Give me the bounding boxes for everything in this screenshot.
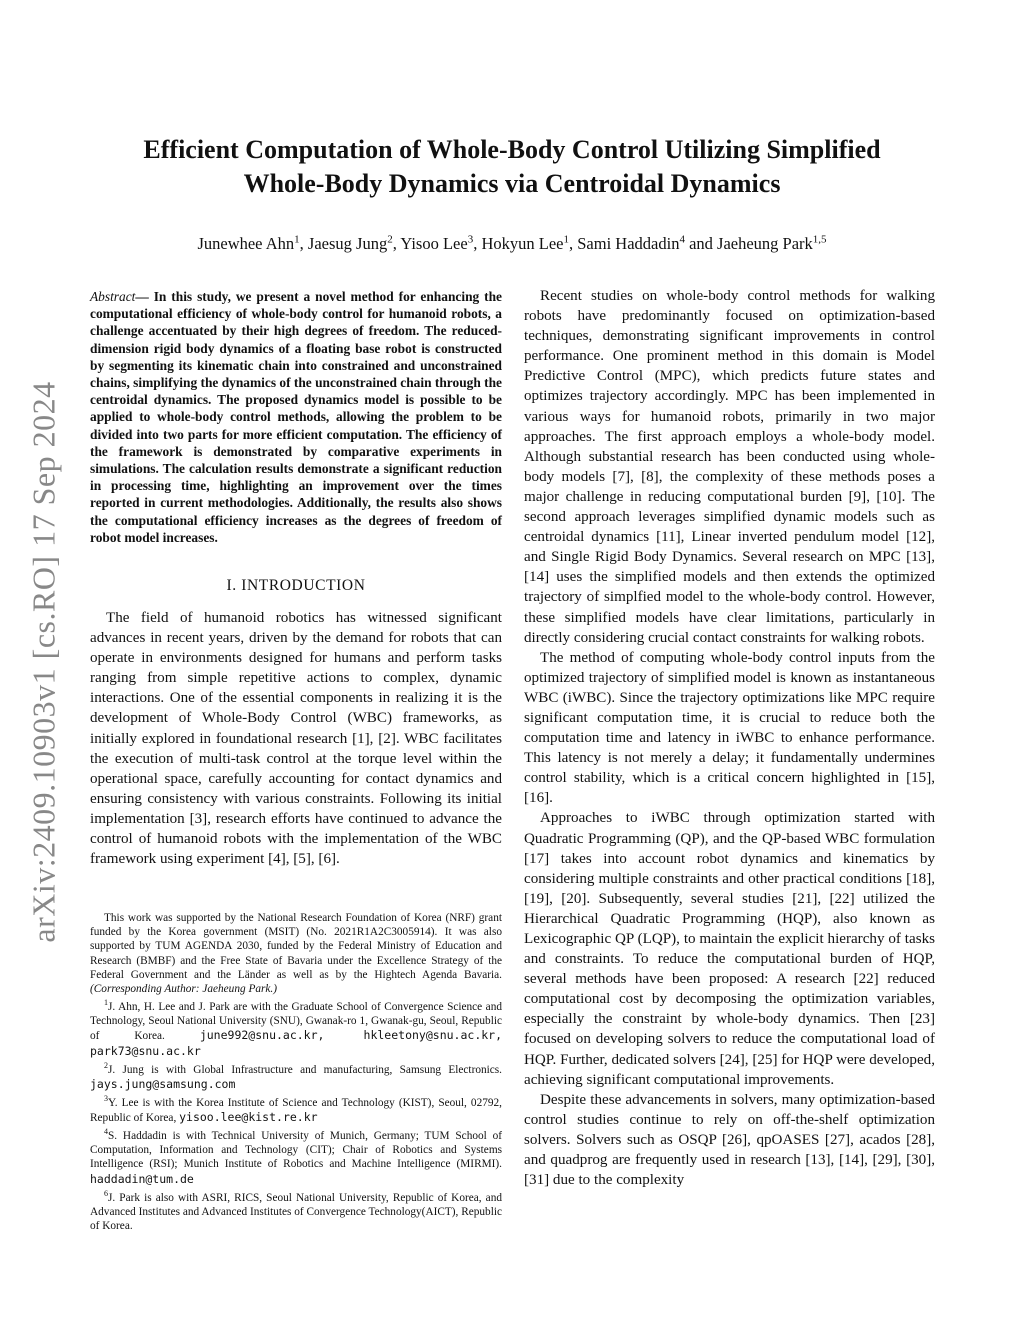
title-line-2: Whole-Body Dynamics via Centroidal Dynamics bbox=[243, 169, 781, 198]
author: Sami Haddadin$^4$ and bbox=[577, 233, 718, 253]
intro-paragraph: The field of humanoid robotics has witnessed significant advances in recent years, driven by the demand for robots that can operate in environments designed for humans and perform tasks ranging from simple repetitive actions to complex, dynamic interactions. One of the essential components in realizing it is the development of Whole-Body Control (WBC) frameworks, as initially explored in foundational research [1], [2]. WBC facilitates the execution of multi-task control at the torque level within the operational space, carefully accounting for contact dynamics and ensuring consistency with various constraints. Following its initial implementation [3], research efforts have continued to advance the control of humanoid robots with the implementation of the WBC framework using experiment [4], [5], [6]. bbox=[90, 610, 502, 868]
author: Jaesug Jung$^2$, bbox=[307, 233, 401, 253]
footnotes bbox=[90, 911, 502, 1233]
email: yisoo.lee@kist.re.kr bbox=[179, 1109, 318, 1124]
paragraph: The method of computing whole-body control inputs from the optimized trajectory of simplified model is known as instantaneous WBC (iWBC). Since the trajectory optimizations like MPC require significant computation time, it is crucial to reduce both the computation time and latency in iWBC to enhance performance. This latency is not merely a delay; it fundamentally undermines control stability, which is a critical concern highlighted in [15], [16]. bbox=[524, 649, 935, 807]
footnote-3: $^3$Y. Lee is with the Korea Institute of Science and Technology (KIST), Seoul, 02792, Republic of Korea, yisoo.lee@kist.re.kr bbox=[90, 1093, 502, 1124]
footnote-2: $^2$J. Jung is with Global Infrastructure and manufacturing, Samsung Electronics. jays.jung@samsung.com bbox=[90, 1060, 502, 1091]
abstract-dash: — bbox=[135, 289, 154, 304]
footnote-1: $^1$J. Ahn, H. Lee and J. Park are with the Graduate School of Convergence Science and Technology, Seoul National University (SNU), Gwanak-ro 1, Gwanak-gu, Seoul, Republic of Korea. june992@snu.ac.kr, hkleetony@snu.ac.kr, park73@snu.ac.kr bbox=[90, 998, 503, 1058]
section-heading: I. INTRODUCTION bbox=[226, 577, 366, 594]
author: Jaeheung Park$^{1,5}$ bbox=[717, 233, 827, 253]
paragraph: Despite these advancements in solvers, many optimization-based control studies continue to rely on off-the-shelf optimization solvers. Solvers such as OSQP [26], qpOASES [27], acados [28], and quadprog are frequently used in research [13], [14], [29], [30], [31] due to the complexity bbox=[524, 1091, 935, 1189]
author: Junewhee Ahn$^1$, bbox=[197, 233, 308, 253]
abstract-text: In this study, we present a novel method for enhancing the computational efficiency of whole-body control for humanoid robots, a challenge accentuated by their high degrees of freedom. The reduced-dimension rigid body dynamics of a floating base robot is constructed by segmenting its kinematic chain into constrained and unconstrained chains, simplifying the dynamics of the unconstrained chain through the centroidal dynamics. The proposed dynamics model is possible to be applied to whole-body control methods, allowing the problem to be divided into two parts for more efficient computation. The efficiency of the framework is demonstrated by comparative experiments in simulations. The calculation results demonstrate a significant reduction in processing time, highlighting an improvement over the times reported in current methodologies. Additionally, the results also shows the computational efficiency increases as the degrees of freedom of robot model increases. bbox=[90, 289, 502, 545]
email: haddadin@tum.de bbox=[90, 1171, 194, 1186]
footnote-funding: This work was supported by the National Research Foundation of Korea (NRF) grant funded by the Korea government (MSIT) (No. 2021R1A2C3005914). It was also supported by TUM AGENDA 2030, funded by the Federal Ministry of Education and Research (BMBF) and the Free State of Bavaria under the Excellence Strategy of the Federal Government and the Länder as well as by the Hightech Agenda Bavaria. (Corresponding Author: Jaeheung Park.) bbox=[90, 912, 502, 996]
author: Hokyun Lee$^1$, bbox=[481, 233, 578, 253]
footnote-4: $^4$S. Haddadin is with Technical University of Munich, Germany; TUM School of Computation, Information and Technology (CIT); Chair of Robotics and Systems Intelligence (RSI); Munich Institute of Robotics and Machine Intelligence (MIRMI). haddadin@tum.de bbox=[90, 1127, 502, 1186]
corresponding-author: (Corresponding Author: Jaeheung Park.) bbox=[90, 983, 277, 996]
abstract bbox=[90, 288, 502, 546]
abstract-label: Abstract bbox=[90, 289, 136, 304]
author: Yisoo Lee$^3$, bbox=[400, 233, 482, 253]
email: jays.jung@samsung.com bbox=[90, 1076, 236, 1091]
paragraph: Recent studies on whole-body control methods for walking robots have predominantly focused on optimization-based techniques, demonstrating significant improvements in control performance. One prominent method in this domain is Model Predictive Control (MPC), which predicts future states and optimizes trajectory accordingly. MPC has been implemented in various ways for humanoid robots, primarily in two major approaches. The first approach employs a whole-body model. Although substantial research has been conducted using whole-body models [7], [8], the complexity of these methods poses a major challenge in reducing computational burden [9], [10]. The second approach leverages simplified dynamic models such as centroidal dynamics [11], Linear inverted pendulum model [12], and Single Rigid Body Dynamics. Several research on MPC [13], [14] uses the simplified models and then extends the optimized trajectory of simplfied model to the whole-body control. However, these simplified models have clear limitations, particularly in directly considering crucial contact constraints for walking robots. bbox=[524, 288, 935, 646]
paper-title bbox=[60, 133, 964, 201]
arxiv-stamp: arXiv:2409.10903v1 [cs.RO] 17 Sep 2024 bbox=[25, 381, 62, 943]
paragraph: Approaches to iWBC through optimization started with Quadratic Programming (QP), and the QP-based WBC formulation [17] takes into account robot dynamics and kinematics by considering multiple constraints and other practical conditions [18], [19], [20]. Subsequently, several studies [21], [22] utilized the Hierarchical Quadratic Programming (HQP), also known as Lexicographic QP (LQP), to maintain the explicit hierarchy of tasks and constraints. To reduce the computational burden of HQP, several methods have been proposed: A research [22] reduced computational cost by decomposing the optimization variables, especially the constraint by whole-body dynamics. Then [23] focused on developing solvers to reduce the computational load of HQP. Further, dedicated solvers [24], [25] for HQP were developed, achieving significant computational improvements. bbox=[524, 810, 935, 1088]
email-list: june992@snu.ac.kr, hkleetony@snu.ac.kr, park73@snu.ac.kr bbox=[90, 1028, 503, 1058]
right-column bbox=[524, 286, 935, 1190]
title-line-1: Efficient Computation of Whole-Body Control Utilizing Simplified bbox=[143, 135, 881, 164]
footnote-5: $^6$J. Park is also with ASRI, RICS, Seoul National University, Republic of Korea, and Advanced Institutes and Advanced Institutes of Convergence Technology(AICT), Republic of Korea. bbox=[90, 1188, 502, 1232]
author-list bbox=[60, 228, 964, 255]
intro-section bbox=[90, 608, 502, 869]
